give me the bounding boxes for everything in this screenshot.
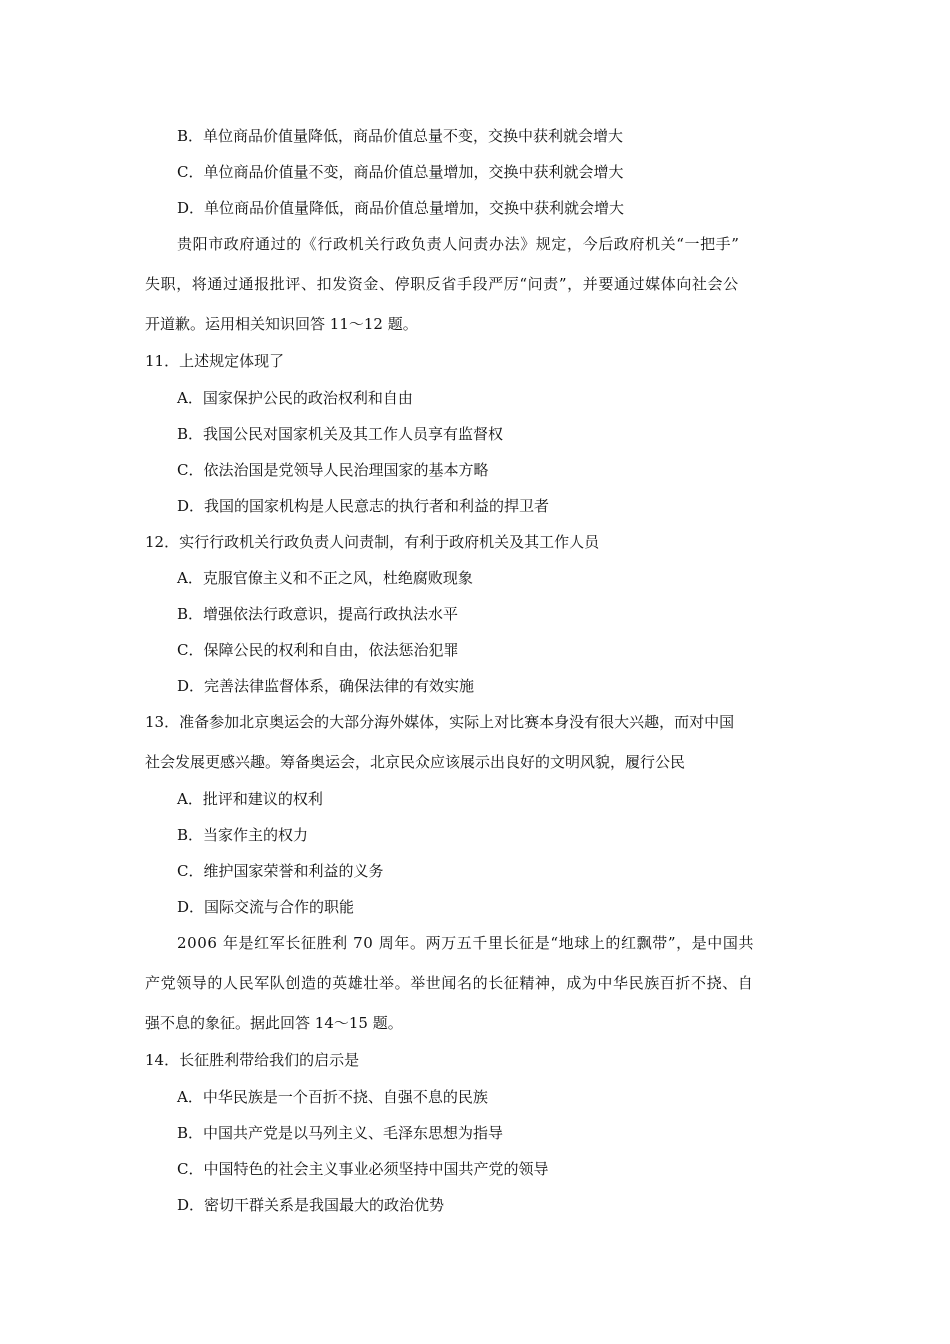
q11-option-b: B．我国公民对国家机关及其工作人员享有监督权 — [177, 425, 504, 443]
q12-stem: 12．实行行政机关行政负责人问责制，有利于政府机关及其工作人员 — [145, 533, 600, 551]
q13-stem-line-2: 社会发展更感兴趣。筹备奥运会，北京民众应该展示出良好的文明风貌，履行公民 — [145, 753, 686, 771]
passage-1-line-2: 失职，将通过通报批评、扣发资金、停职反省手段严厉“问责”，并要通过媒体向社会公 — [145, 275, 739, 293]
passage-1-line-1: 贵阳市政府通过的《行政机关行政负责人问责办法》规定，今后政府机关“一把手” — [177, 235, 740, 253]
q12-option-b: B．增强依法行政意识，提高行政执法水平 — [177, 605, 459, 623]
passage-2-line-3: 强不息的象征。据此回答 14～15 题。 — [145, 1014, 403, 1032]
q13-option-a: A．批评和建议的权利 — [177, 790, 323, 808]
q12-option-c: C．保障公民的权利和自由，依法惩治犯罪 — [177, 641, 459, 659]
q13-option-c: C．维护国家荣誉和利益的义务 — [177, 862, 384, 880]
q10-option-d: D．单位商品价值量降低，商品价值总量增加，交换中获利就会增大 — [177, 199, 625, 217]
q14-option-b: B．中国共产党是以马列主义、毛泽东思想为指导 — [177, 1124, 504, 1142]
passage-2-line-2: 产党领导的人民军队创造的英雄壮举。举世闻名的长征精神，成为中华民族百折不挠、自 — [145, 974, 754, 992]
q14-option-c: C．中国特色的社会主义事业必须坚持中国共产党的领导 — [177, 1160, 549, 1178]
q10-option-b: B．单位商品价值量降低，商品价值总量不变，交换中获利就会增大 — [177, 127, 624, 145]
q14-option-d: D．密切干群关系是我国最大的政治优势 — [177, 1196, 445, 1214]
passage-2-line-1: 2006 年是红军长征胜利 70 周年。两万五千里长征是“地球上的红飘带”，是中国共 — [177, 934, 755, 952]
q11-option-c: C．依法治国是党领导人民治理国家的基本方略 — [177, 461, 489, 479]
q13-option-b: B．当家作主的权力 — [177, 826, 309, 844]
passage-1-line-3: 开道歉。运用相关知识回答 11～12 题。 — [145, 315, 418, 333]
q13-stem-line-1: 13．准备参加北京奥运会的大部分海外媒体，实际上对比赛本身没有很大兴趣，而对中国 — [145, 713, 735, 731]
q14-option-a: A．中华民族是一个百折不挠、自强不息的民族 — [177, 1088, 488, 1106]
q11-stem: 11．上述规定体现了 — [145, 352, 285, 370]
q13-option-d: D．国际交流与合作的职能 — [177, 898, 355, 916]
q14-stem: 14．长征胜利带给我们的启示是 — [145, 1051, 360, 1069]
q12-option-d: D．完善法律监督体系，确保法律的有效实施 — [177, 677, 475, 695]
q11-option-a: A．国家保护公民的政治权利和自由 — [177, 389, 413, 407]
q10-option-c: C．单位商品价值量不变，商品价值总量增加，交换中获利就会增大 — [177, 163, 624, 181]
q12-option-a: A．克服官僚主义和不正之风，杜绝腐败现象 — [177, 569, 473, 587]
q11-option-d: D．我国的国家机构是人民意志的执行者和利益的捍卫者 — [177, 497, 550, 515]
